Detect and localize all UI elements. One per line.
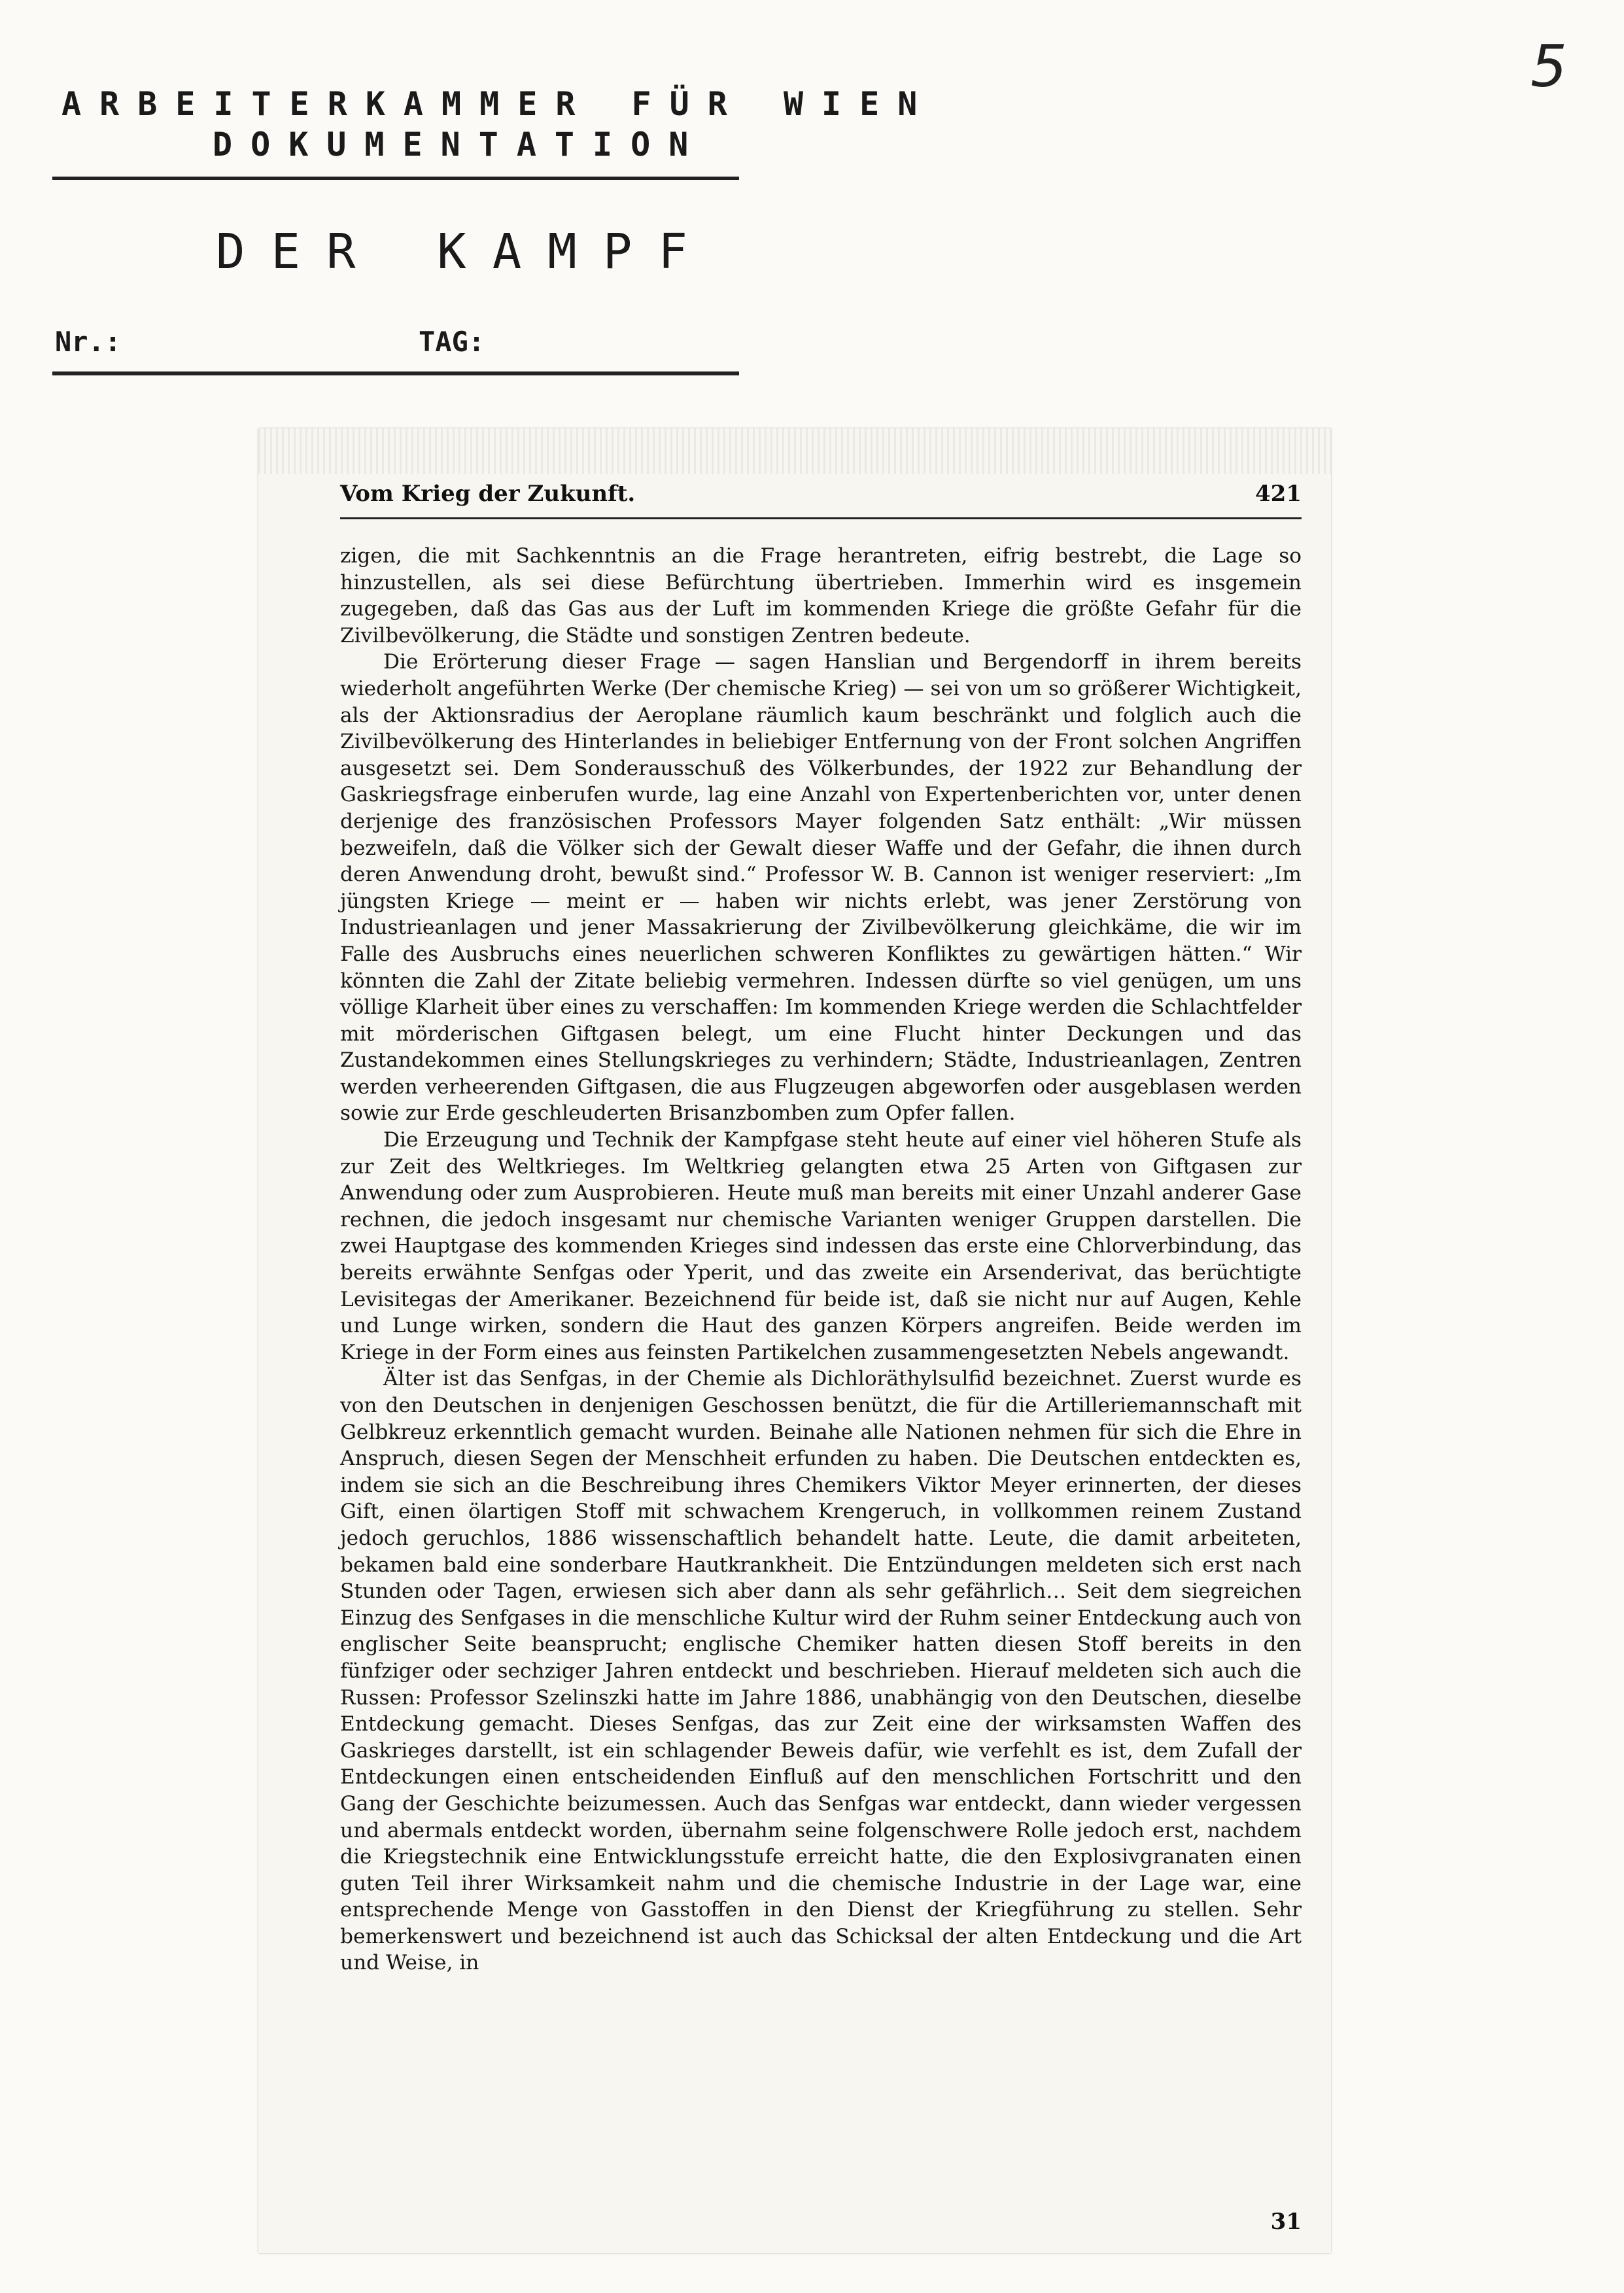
paragraph-2: Die Erörterung dieser Frage — sagen Hanslian und Bergendorff in ihrem bereits wiederholt angeführten Werke (Der chemische Krieg) — sei von um so größerer Wichtigkeit, als der Aktionsradius der Aeroplane räumlich kaum beschränkt und folglich auch die Zivilbevölkerung des Hinterlandes in beliebiger Entfernung von der Front solchen Angriffen ausgesetzt sei. Dem Sonderausschuß des Völkerbundes, der 1922 zur Behandlung der Gaskriegsfrage einberufen wurde, lag eine Anzahl von Expertenberichten vor, unter denen derjenige des französischen Professors Mayer folgenden Satz enthält: „Wir müssen bezweifeln, daß die Völker sich der Gewalt dieser Waffe und der Gefahr, die ihnen durch deren Anwendung droht, bewußt sind.“ Professor W. B. Cannon ist weniger reserviert: „Im jüngsten Kriege — meint er — haben wir nichts erlebt, was jener Zerstörung von Industrieanlagen und jener Massakrierung der Zivilbevölkerung gleichkäme, die wir im Falle des Ausbruchs eines neuerlichen schweren Konfliktes zu gewärtigen hätten.“ Wir könnten die Zahl der Zitate beliebig vermehren. Indessen dürfte so viel genügen, um uns völlige Klarheit über eines zu verschaffen: Im kommenden Kriege werden die Schlachtfelder mit mörderischen Giftgasen belegt, um eine Flucht hinter Deckungen und das Zustandekommen eines Stellungskrieges zu verhindern; Städte, Industrieanlagen, Zentren werden verheerenden Giftgasen, die aus Flugzeugen abgeworfen oder ausgeblasen werden sowie zur Erde geschleuderten Brisanzbomben zum Opfer fallen. [340, 650, 1302, 1126]
paragraph-4: Älter ist das Senfgas, in der Chemie als Dichloräthylsulfid bezeichnet. Zuerst wurde es von den Deutschen in denjenigen Geschossen benützt, die für die Artilleriemannschaft mit Gelbkreuz erkenntlich gemacht wurden. Beinahe alle Nationen nehmen für sich die Ehre in Anspruch, diesen Segen der Menschheit erfunden zu haben. Die Deutschen entdeckten es, indem sie sich an die Beschreibung ihres Chemikers Viktor Meyer erinnerten, der dieses Gift, einen ölartigen Stoff mit schwachem Krengeruch, in vollkommen reinem Zustand jedoch geruchlos, 1886 wissenschaftlich behandelt hatte. Leute, die damit arbeiteten, bekamen bald eine sonderbare Hautkrankheit. Die Entzündungen meldeten sich erst nach Stunden oder Tagen, erwiesen sich aber dann als sehr gefährlich… Seit dem siegreichen Einzug des Senfgases in die menschliche Kultur wird der Ruhm seiner Entdeckung auch von englischer Seite beansprucht; englische Chemiker hatten diesen Stoff bereits in den fünfziger oder sechziger Jahren entdeckt und beschrieben. Hierauf meldeten sich auch die Russen: Professor Szelinszki hatte im Jahre 1886, unabhängig von den Deutschen, dieselbe Entdeckung gemacht. Dieses Senfgas, das zur Zeit eine der wirksamsten Waffen des Gaskrieges darstellt, ist ein schlagender Beweis dafür, wie verfehlt es ist, dem Zufall der Entdeckungen einen entscheidenden Einfluß auf den menschlichen Fortschritt und den Gang der Geschichte beizumessen. Auch das Senfgas war entdeckt, dann wieder vergessen und abermals entdeckt worden, übernahm seine folgenschwere Rolle jedoch erst, nachdem die Kriegstechnik eine Entwicklungsstufe erreicht hatte, die den Explosivgranaten einen guten Teil ihrer Wirksamkeit nahm und die chemische Industrie in der Lage war, eine entsprechende Menge von Gasstoffen in den Dienst der Kriegführung zu stellen. Sehr bemerkenswert und bezeichnend ist auch das Schicksal der alten Entdeckung und die Art und Weise, in [340, 1367, 1302, 1975]
header-department: DOKUMENTATION [213, 126, 707, 164]
page-number: 421 [1255, 481, 1302, 507]
paragraph-1: zigen, die mit Sachkenntnis an die Frage herantreten, eifrig bestrebt, die Lage so hinzustellen, als sei diese Befürchtung übertrieben. Immerhin wird es insgemein zugegeben, daß das Gas aus der Luft im kommenden Kriege die größte Gefahr für die Zivilbevölkerung, die Städte und sonstigen Zentren bedeute. [340, 544, 1302, 647]
header-divider-bottom [52, 371, 739, 375]
paragraph-3: Die Erzeugung und Technik der Kampfgase steht heute auf einer viel höheren Stufe als zur Zeit des Weltkrieges. Im Weltkrieg gelangten etwa 25 Arten von Giftgasen zur Anwendung oder zum Ausprobieren. Heute muß man bereits mit einer Unzahl anderer Gase rechnen, die jedoch insgesamt nur chemische Varianten weniger Gruppen darstellen. Die zwei Hauptgase des kommenden Krieges sind indessen das erste eine Chlorverbindung, das bereits erwähnte Senfgas oder Yperit, und das zweite ein Arsenderivat, das berüchtigte Levisitegas der Amerikaner. Bezeichnend für beide ist, daß sie nicht nur auf Augen, Kehle und Lunge wirken, sondern die Haut des ganzen Körpers angreifen. Beide werden im Kriege in der Form eines aus feinsten Partikelchen zusammengesetzten Nebels angewandt. [340, 1128, 1302, 1364]
running-header-rule [340, 517, 1302, 519]
clipping-photocopy-noise [258, 428, 1331, 474]
header-nr-label: Nr.: [55, 326, 122, 358]
running-title: Vom Krieg der Zukunft. [340, 481, 636, 507]
newspaper-clipping [258, 428, 1331, 2253]
running-header [340, 481, 1302, 520]
header-divider-top [52, 177, 739, 180]
footer-number: 31 [1270, 2209, 1302, 2235]
header-institution: ARBEITERKAMMER FÜR WIEN [61, 85, 936, 123]
article-body [340, 543, 1302, 1976]
header-tag-label: TAG: [419, 326, 485, 358]
header-publication-title: DER KAMPF [216, 224, 714, 280]
handwritten-page-number: 5 [1530, 33, 1567, 100]
